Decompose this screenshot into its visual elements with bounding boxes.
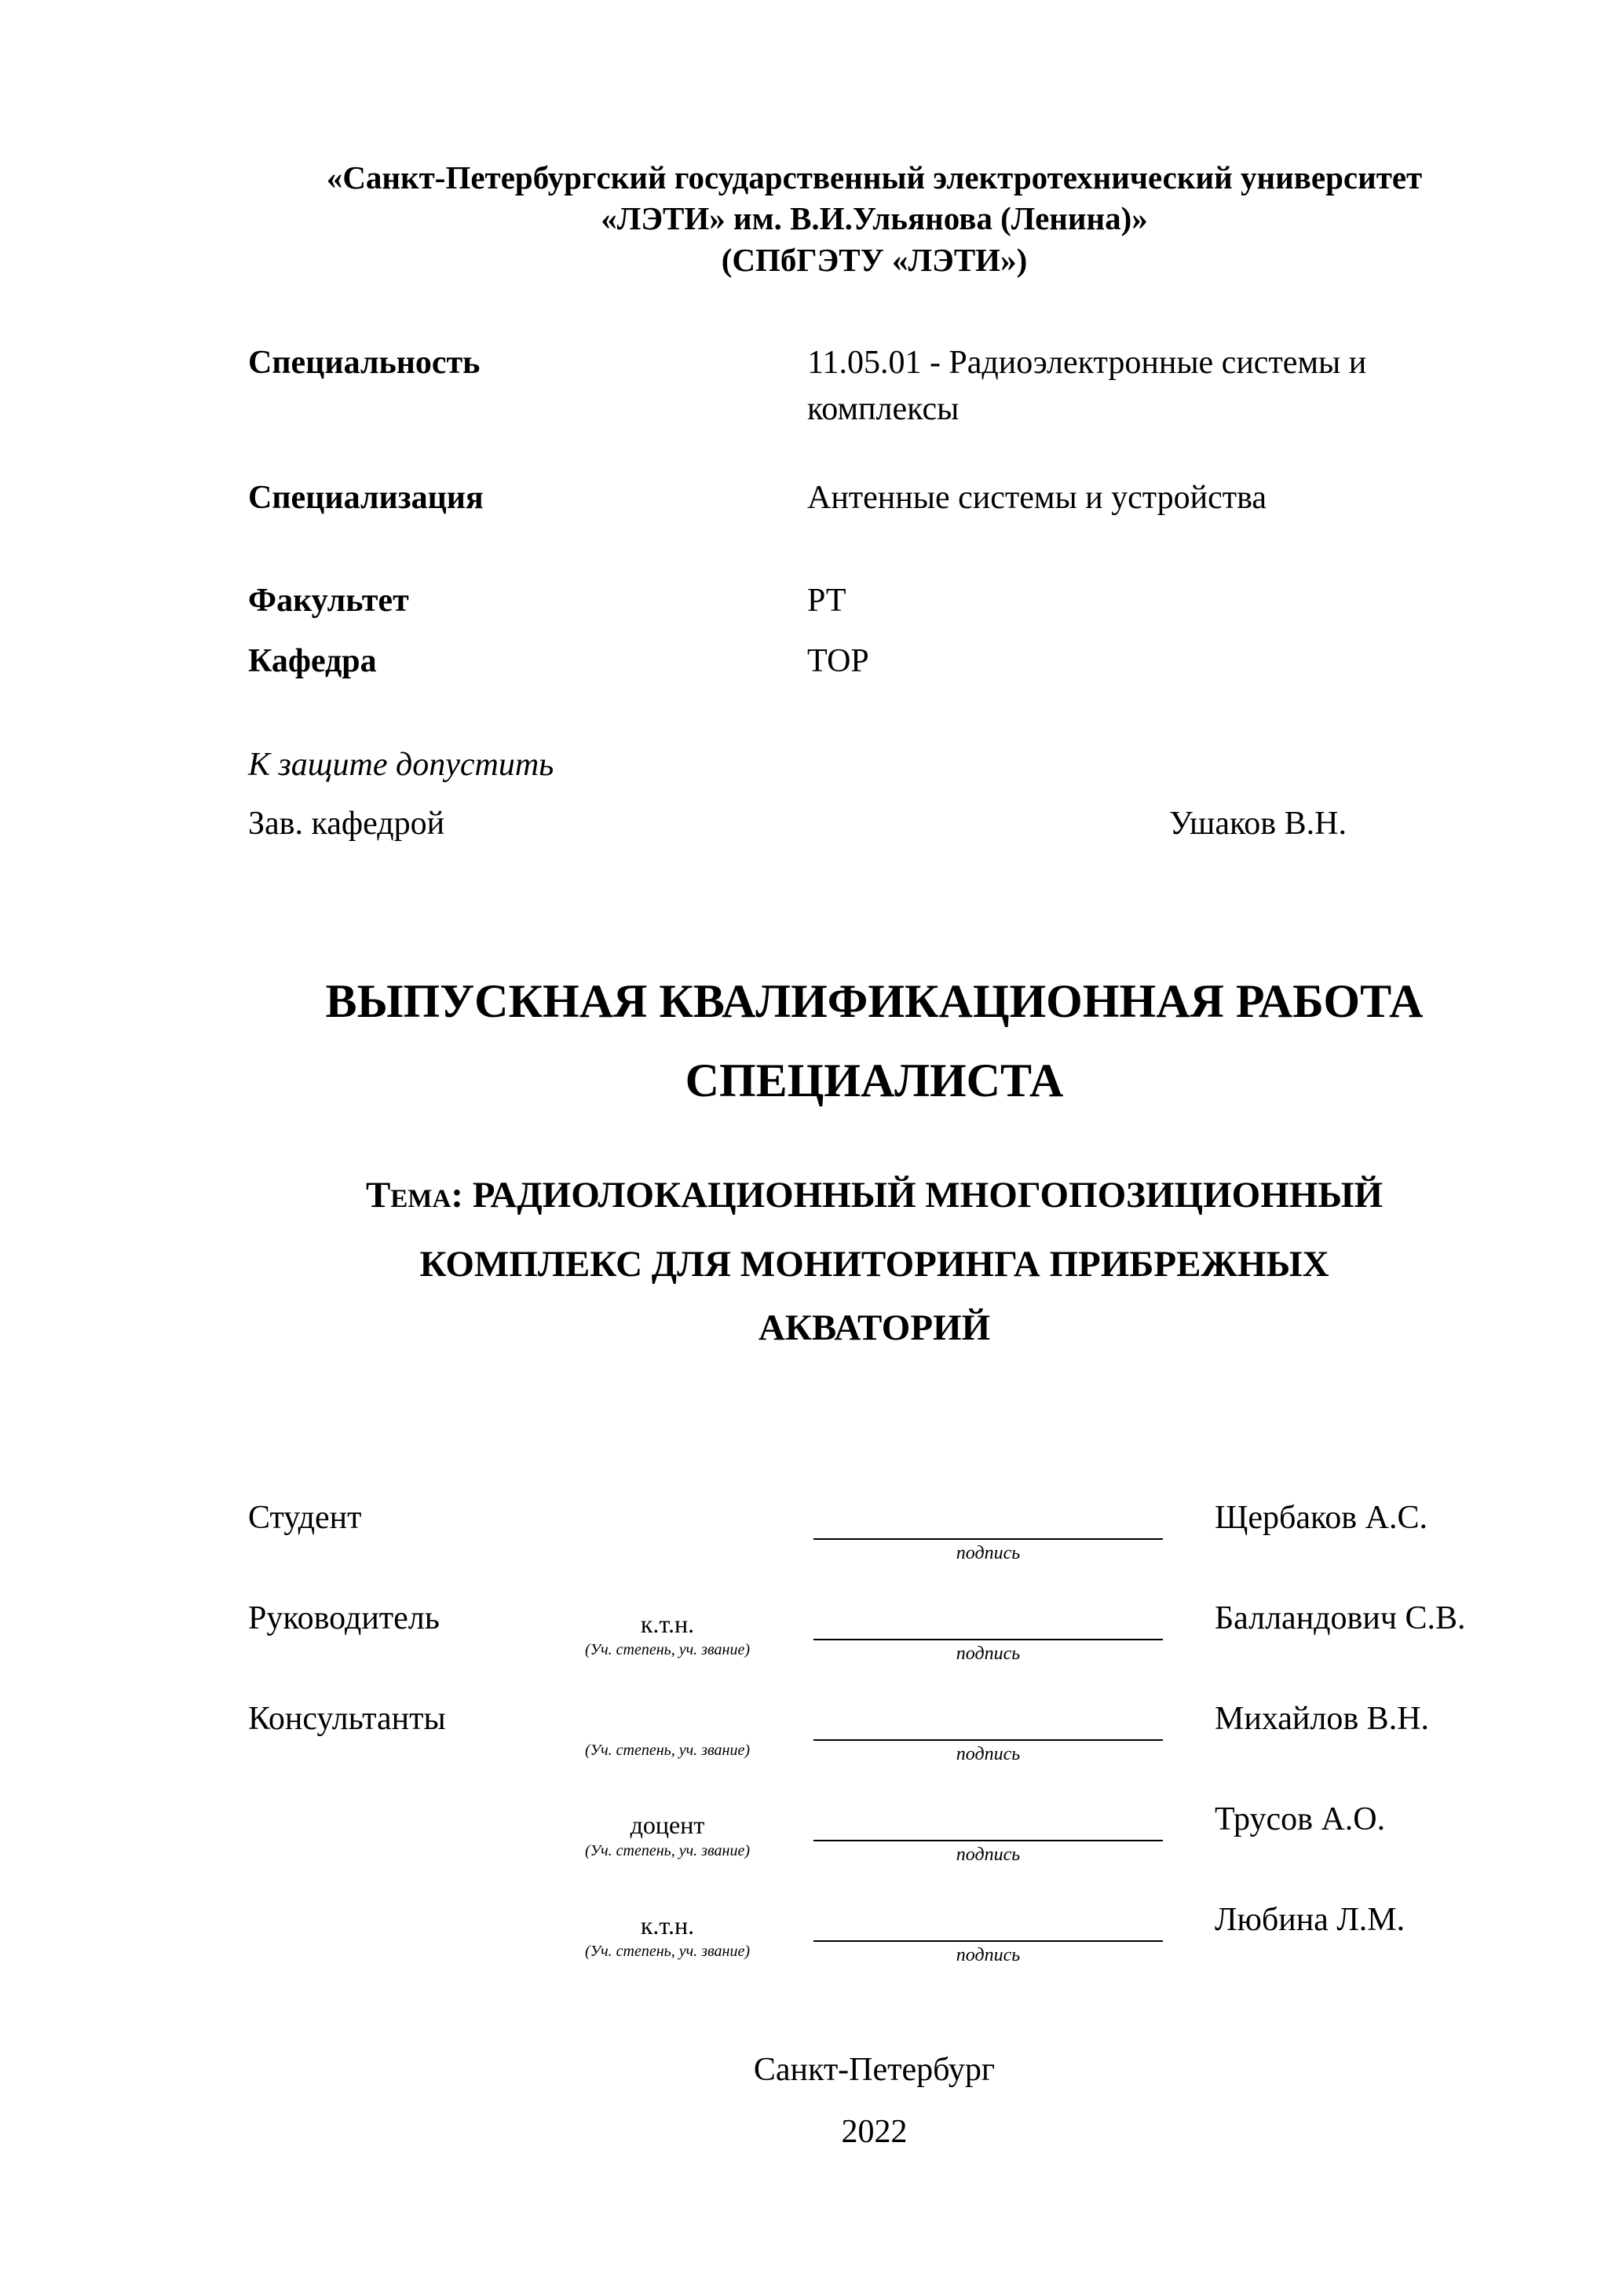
signature-hint: подпись — [956, 1945, 1021, 1965]
signature-line — [813, 1739, 1163, 1741]
signature-hint: подпись — [956, 1844, 1021, 1865]
faculty-value: РТ — [807, 583, 846, 619]
signature-hint: подпись — [956, 1643, 1021, 1664]
university-name-line2: «ЛЭТИ» им. В.И.Ульянова (Ленина)» — [601, 200, 1148, 236]
signature-hint: подпись — [956, 1744, 1021, 1764]
degree-hint: (Уч. степень, уч. звание) — [585, 1641, 750, 1658]
year: 2022 — [841, 2114, 908, 2150]
person-name: Балландович С.В. — [1215, 1600, 1466, 1636]
person-name: Михайлов В.Н. — [1215, 1701, 1430, 1737]
theme-line1 — [0, 1177, 1623, 1214]
role-label: Руководитель — [248, 1600, 440, 1636]
admit-to-defense: К защите допустить — [248, 747, 554, 783]
specialty-value-cont: комплексы — [807, 391, 960, 427]
theme-line3: АКВАТОРИЙ — [758, 1307, 991, 1348]
specialty-value: 11.05.01 - Радиоэлектронные системы и — [807, 345, 1367, 381]
person-name: Щербаков А.С. — [1215, 1500, 1427, 1536]
signature-hint: подпись — [956, 1543, 1021, 1563]
city: Санкт-Петербург — [753, 2052, 996, 2088]
person-name: Любина Л.М. — [1215, 1902, 1406, 1938]
document-title-line1: ВЫПУСКНАЯ КВАЛИФИКАЦИОННАЯ РАБОТА — [325, 975, 1424, 1027]
signature-line — [813, 1538, 1163, 1540]
specialty-label: Специальность — [248, 345, 481, 381]
department-value: ТОР — [807, 643, 869, 679]
signature-line — [813, 1940, 1163, 1942]
role-label: Студент — [248, 1500, 362, 1536]
specialization-value: Антенные системы и устройства — [807, 480, 1267, 516]
university-name-line1: «Санкт-Петербургский государственный электротехнический университет — [326, 159, 1423, 196]
degree-hint: (Уч. степень, уч. звание) — [585, 1742, 750, 1759]
document-title-line2: СПЕЦИАЛИСТА — [685, 1055, 1064, 1106]
theme-prefix: Тема: — [365, 1175, 463, 1216]
department-label: Кафедра — [248, 643, 377, 679]
role-label: Консультанты — [248, 1701, 446, 1737]
theme-line2: КОМПЛЕКС ДЛЯ МОНИТОРИНГА ПРИБРЕЖНЫХ — [419, 1244, 1329, 1285]
signature-line — [813, 1840, 1163, 1841]
person-name: Трусов А.О. — [1215, 1801, 1386, 1837]
head-of-department-label: Зав. кафедрой — [248, 806, 445, 842]
degree-value: к.т.н. — [640, 1911, 695, 1940]
degree-hint: (Уч. степень, уч. звание) — [585, 1842, 750, 1859]
degree-value: доцент — [630, 1811, 705, 1839]
theme-text: РАДИОЛОКАЦИОННЫЙ МНОГОПОЗИЦИОННЫЙ — [472, 1175, 1384, 1216]
head-of-department-name: Ушаков В.Н. — [1169, 806, 1347, 842]
specialization-label: Специализация — [248, 480, 484, 516]
signature-line — [813, 1639, 1163, 1640]
degree-value: к.т.н. — [640, 1610, 695, 1638]
degree-hint: (Уч. степень, уч. звание) — [585, 1943, 750, 1960]
faculty-label: Факультет — [248, 583, 409, 619]
university-abbr: (СПбГЭТУ «ЛЭТИ») — [721, 242, 1028, 278]
